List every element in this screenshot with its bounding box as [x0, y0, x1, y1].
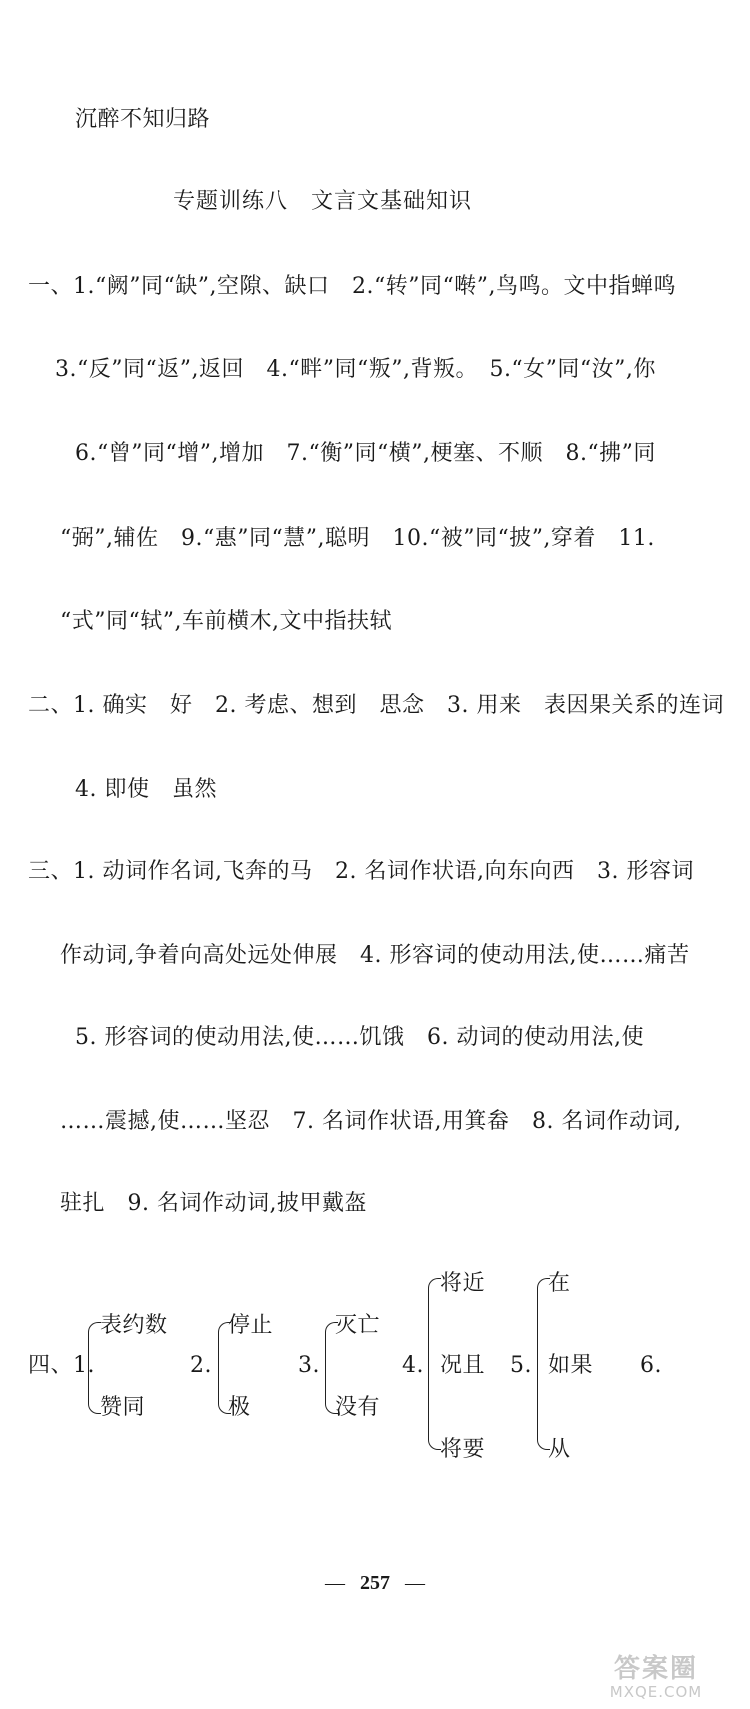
answer-line-5: “式”同“轼”,车前横木,文中指扶轼	[60, 609, 392, 634]
item2-meaning-1: 停止	[228, 1313, 274, 1338]
item5-number: 5.	[510, 1353, 532, 1378]
page-number	[0, 1572, 750, 1595]
answer-line-3: 6.“曾”同“增”,增加 7.“衡”同“横”,梗塞、不顺 8.“拂”同	[75, 441, 656, 466]
item4-meaning-3: 将要	[440, 1437, 486, 1462]
item4-meaning-1: 将近	[440, 1271, 486, 1296]
section-title: 专题训练八 文言文基础知识	[173, 189, 473, 214]
answer-line-4: “弼”,辅佐 9.“惠”同“慧”,聪明 10.“被”同“披”,穿着 11.	[60, 526, 655, 551]
page-dash-left: —	[325, 1572, 345, 1594]
answer-line-11: ……震撼,使……坚忍 7. 名词作状语,用箕畚 8. 名词作动词,	[60, 1109, 682, 1134]
item1-meaning-1: 表约数	[100, 1313, 168, 1338]
page-dash-right: —	[405, 1572, 425, 1594]
answer-line-1: 一、1.“阙”同“缺”,空隙、缺口 2.“转”同“啭”,鸟鸣。文中指蝉鸣	[28, 274, 676, 299]
item4-meaning-2: 况且	[440, 1353, 486, 1378]
item6-number: 6.	[640, 1353, 662, 1378]
answer-line-10: 5. 形容词的使动用法,使……饥饿 6. 动词的使动用法,使	[75, 1025, 644, 1050]
item5-meaning-2: 如果	[548, 1353, 594, 1378]
item5-meaning-3: 从	[548, 1437, 571, 1462]
item3-meaning-2: 没有	[335, 1395, 381, 1420]
page-number-value: 257	[360, 1572, 390, 1594]
watermark-bottom-text: MXQE.COM	[609, 1683, 703, 1701]
answer-line-2: 3.“反”同“返”,返回 4.“畔”同“叛”,背叛。 5.“女”同“汝”,你	[55, 357, 656, 382]
answer-line-6: 二、1. 确实 好 2. 考虑、想到 思念 3. 用来 表因果关系的连词	[28, 693, 724, 718]
answer-line-7: 4. 即使 虽然	[75, 777, 217, 802]
answer-line-9: 作动词,争着向高处远处伸展 4. 形容词的使动用法,使……痛苦	[60, 943, 690, 968]
answer-line-8: 三、1. 动词作名词,飞奔的马 2. 名词作状语,向东向西 3. 形容词	[28, 859, 694, 884]
answer-line-12: 驻扎 9. 名词作动词,披甲戴盔	[60, 1191, 367, 1216]
item2-number: 2.	[190, 1353, 212, 1378]
section-four-label: 四、1.	[28, 1353, 95, 1378]
watermark-logo	[576, 1655, 736, 1705]
item4-number: 4.	[402, 1353, 424, 1378]
item2-meaning-2: 极	[228, 1395, 251, 1420]
item3-number: 3.	[298, 1353, 320, 1378]
watermark-top-text: 答案圈	[613, 1654, 698, 1684]
item5-meaning-1: 在	[548, 1271, 571, 1296]
item3-meaning-1: 灭亡	[335, 1313, 381, 1338]
item1-meaning-2: 赞同	[100, 1395, 146, 1420]
top-line: 沉醉不知归路	[75, 107, 211, 132]
